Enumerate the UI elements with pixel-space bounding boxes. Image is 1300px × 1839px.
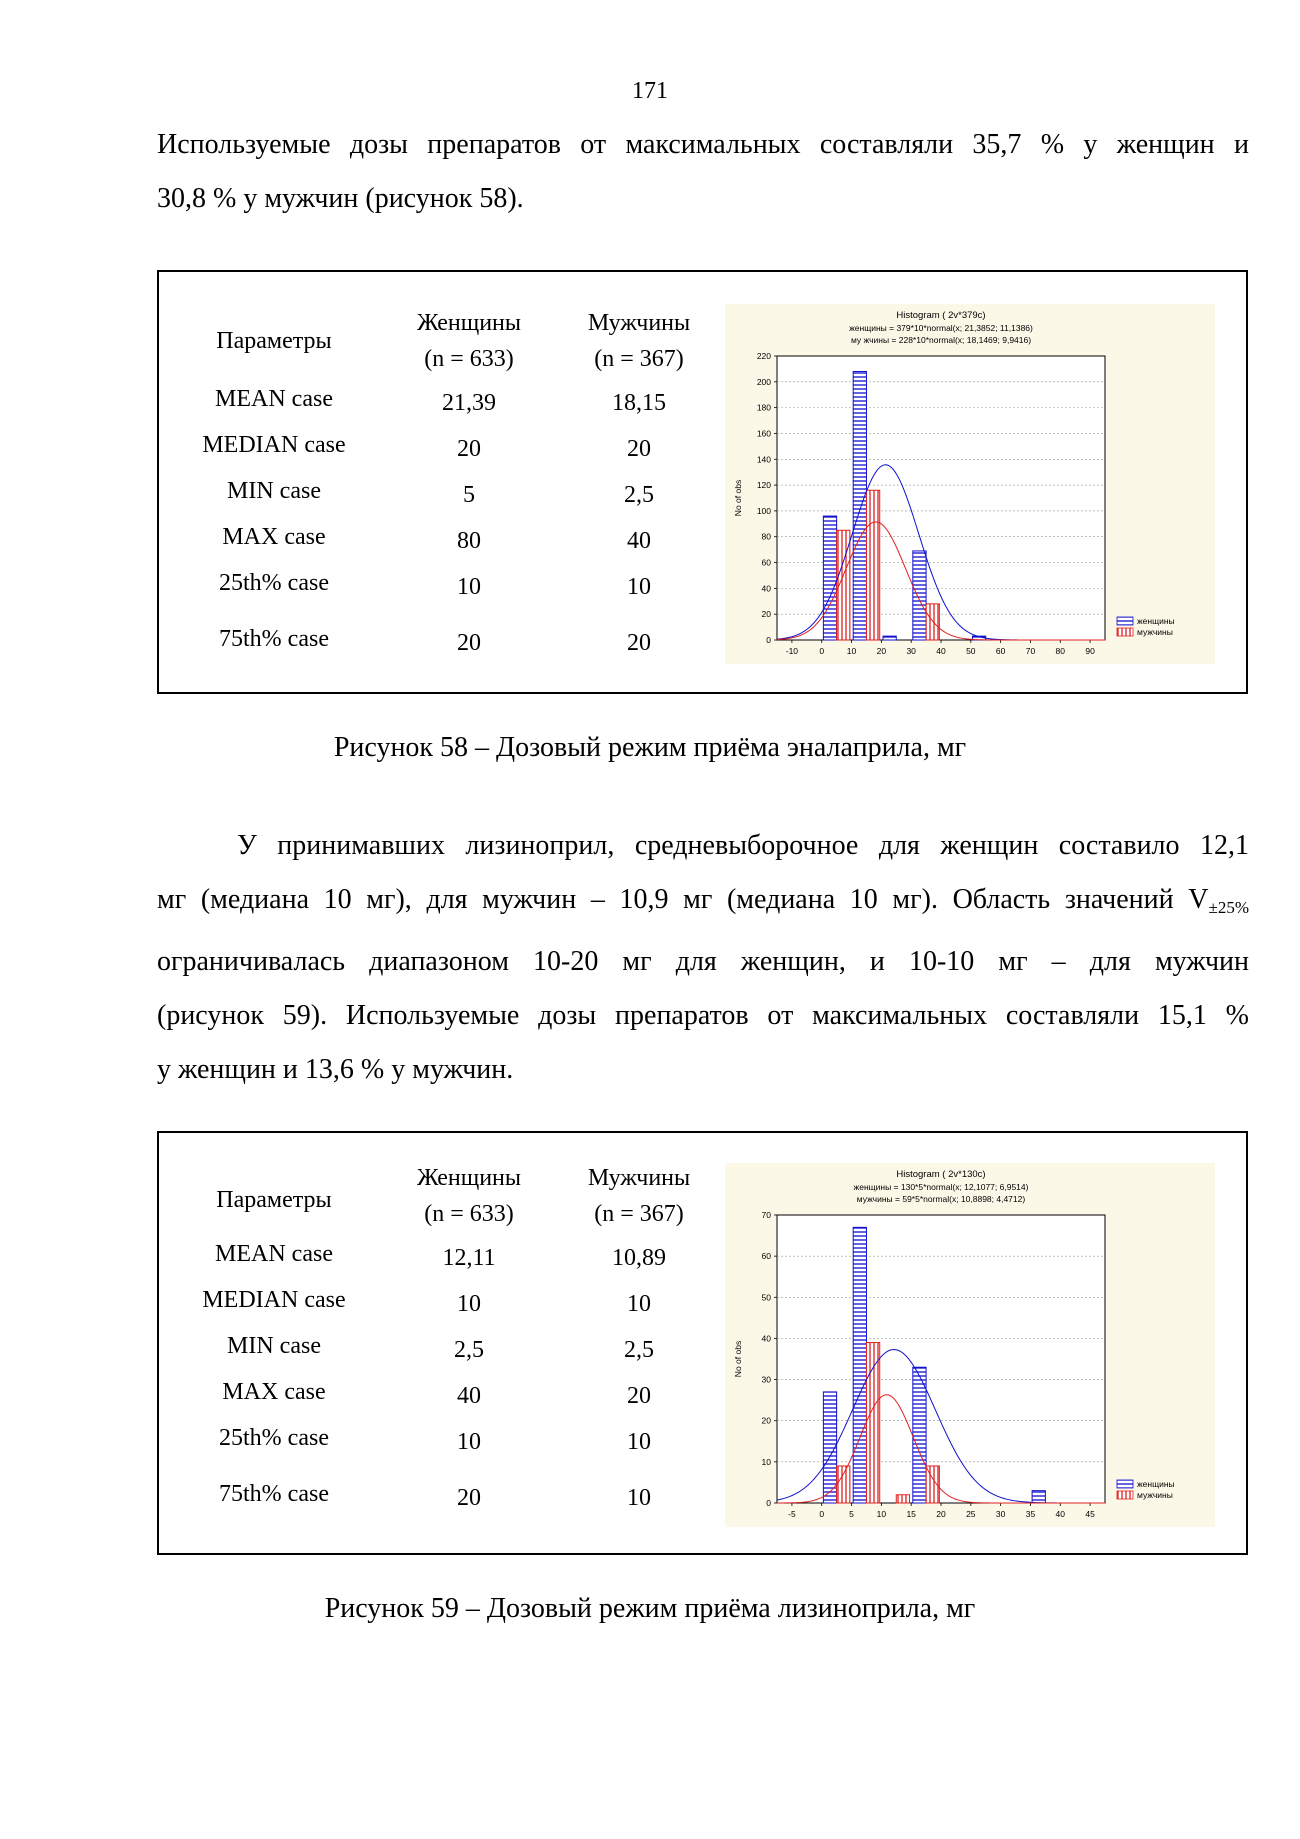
y-tick-label: 10	[761, 1456, 771, 1467]
paragraph-2-line-4: (рисунок 59). Используемые дозы препаратов от максимальных составляли 15,1 %	[157, 1000, 1249, 1031]
row-label: MEDIAN case	[202, 432, 346, 458]
row-value-women: 10	[457, 1429, 481, 1455]
v-subscript: ±25%	[1208, 898, 1249, 917]
x-tick-label: 40	[936, 646, 946, 656]
x-tick-label: 20	[876, 646, 887, 656]
y-tick-label: 200	[756, 376, 771, 387]
legend-swatch	[1117, 1480, 1133, 1488]
x-tick-label: 80	[1055, 646, 1066, 656]
paragraph-1-line-2: 30,8 % у мужчин (рисунок 58).	[157, 183, 524, 214]
row-label: MAX case	[222, 1379, 326, 1405]
x-tick-label: 30	[906, 646, 916, 656]
x-tick-label: 20	[936, 1509, 946, 1519]
figure-59-box	[157, 1131, 1248, 1555]
y-tick-label: 70	[761, 1210, 771, 1220]
legend-label: женщины	[1137, 1479, 1175, 1489]
figure-58-table	[159, 272, 719, 692]
y-tick-label: 160	[756, 428, 771, 439]
row-value-women: 10	[457, 1291, 481, 1317]
chart-subtitle: женщины = 130*5*normal(x; 12,1077; 6,9514)	[853, 1182, 1029, 1192]
header-women: Женщины	[416, 1165, 522, 1191]
bar	[866, 490, 879, 640]
header-men: Мужчины	[587, 1165, 691, 1191]
row-value-men: 10	[627, 1485, 651, 1511]
x-tick-label: 10	[876, 1509, 887, 1519]
row-value-women: 2,5	[454, 1337, 484, 1363]
header-men-n: (n = 367)	[594, 1201, 684, 1227]
bar	[837, 1466, 850, 1503]
row-value-men: 10,89	[612, 1245, 666, 1271]
paragraph-2-line-2-text: мг (медиана 10 мг), для мужчин – 10,9 мг (медиана 10 мг). Область значений V	[157, 884, 1209, 915]
header-women: Женщины	[416, 310, 522, 336]
bar	[883, 636, 896, 640]
paragraph-2	[157, 819, 1249, 1097]
chart-title: Histogram ( 2v*130c)	[896, 1169, 986, 1180]
header-men-n: (n = 367)	[594, 346, 684, 372]
y-tick-label: 60	[761, 1251, 771, 1262]
legend-swatch	[1117, 628, 1133, 636]
header-women-n: (n = 633)	[424, 1201, 514, 1227]
histogram-svg	[725, 304, 1215, 664]
bar	[1032, 1491, 1045, 1503]
x-tick-label: 15	[906, 1509, 916, 1519]
y-tick-label: 0	[766, 1498, 771, 1508]
row-value-men: 20	[627, 436, 651, 462]
x-tick-label: 5	[849, 1509, 854, 1519]
paragraph-2-line-5: у женщин и 13,6 % у мужчин.	[157, 1054, 514, 1085]
bar	[853, 371, 866, 640]
row-label: 75th% case	[219, 1481, 329, 1507]
row-value-women: 20	[457, 1485, 481, 1511]
x-tick-label: 90	[1085, 646, 1095, 656]
row-value-men: 20	[627, 630, 651, 656]
y-tick-label: 120	[756, 480, 771, 491]
y-tick-label: 40	[761, 1333, 771, 1344]
x-tick-label: -10	[785, 646, 799, 656]
y-tick-label: 50	[761, 1292, 771, 1303]
x-tick-label: 40	[1055, 1509, 1066, 1519]
row-value-men: 2,5	[624, 482, 654, 508]
y-tick-label: 30	[761, 1374, 771, 1385]
row-value-women: 40	[457, 1383, 481, 1409]
paragraph-2-line-2	[157, 873, 1249, 935]
bar	[823, 516, 836, 640]
chart-title: Histogram ( 2v*379c)	[896, 310, 986, 321]
y-tick-label: 20	[761, 1415, 771, 1426]
paragraph-1	[157, 118, 1249, 226]
chart-subtitle: женщины = 379*10*normal(x; 21,3852; 11,1386)	[849, 323, 1033, 333]
paragraph-1-line-1: Используемые дозы препаратов от максимальных составляли 35,7 % у женщин и	[157, 129, 1249, 160]
page-number: 171	[632, 78, 668, 104]
x-tick-label: 45	[1085, 1509, 1095, 1519]
row-value-men: 18,15	[612, 390, 666, 416]
x-tick-label: 60	[995, 646, 1006, 656]
x-tick-label: 35	[1025, 1509, 1036, 1519]
row-value-women: 20	[457, 436, 481, 462]
bar	[913, 551, 926, 640]
x-tick-label: 70	[1025, 646, 1036, 656]
x-tick-label: 10	[846, 646, 857, 656]
y-tick-label: 40	[761, 583, 771, 594]
chart-subtitle: мужчины = 59*5*normal(x; 10,8898; 4,4712)	[856, 1194, 1026, 1204]
histogram-enalapril	[725, 304, 1215, 664]
row-label: 25th% case	[219, 1425, 329, 1451]
bar	[913, 1367, 926, 1503]
header-parameters: Параметры	[216, 1187, 332, 1213]
row-label: MEAN case	[215, 386, 333, 412]
bar	[866, 1343, 879, 1503]
row-value-women: 12,11	[442, 1245, 496, 1271]
row-value-women: 5	[463, 482, 475, 508]
y-tick-label: 180	[756, 402, 771, 413]
row-value-men: 20	[627, 1383, 651, 1409]
row-label: 75th% case	[219, 626, 329, 652]
legend-swatch	[1117, 617, 1133, 625]
y-axis-label: No of obs	[733, 479, 743, 517]
row-value-women: 21,39	[442, 390, 496, 416]
legend-label: женщины	[1137, 616, 1175, 626]
row-value-men: 10	[627, 1291, 651, 1317]
figure-59-table	[159, 1133, 719, 1553]
row-value-men: 2,5	[624, 1337, 654, 1363]
row-value-women: 10	[457, 574, 481, 600]
chart-subtitle: му жчины = 228*10*normal(x; 18,1469; 9,9416)	[850, 335, 1032, 345]
row-label: MEAN case	[215, 1241, 333, 1267]
bar	[853, 1227, 866, 1503]
figure-58-box	[157, 270, 1248, 694]
row-value-men: 40	[627, 528, 651, 554]
x-tick-label: 25	[966, 1509, 976, 1519]
row-value-men: 10	[627, 574, 651, 600]
y-axis-label: No of obs	[733, 1340, 743, 1378]
x-tick-label: 0	[819, 1509, 825, 1519]
row-label: MEDIAN case	[202, 1287, 346, 1313]
row-label: 25th% case	[219, 570, 329, 596]
legend-label: мужчины	[1137, 1490, 1173, 1500]
y-tick-label: 60	[761, 557, 771, 568]
y-tick-label: 20	[761, 609, 771, 620]
row-value-men: 10	[627, 1429, 651, 1455]
y-tick-label: 80	[761, 531, 771, 542]
x-tick-label: 50	[966, 646, 976, 656]
paragraph-2-line-3: ограничивалась диапазоном 10-20 мг для женщин, и 10-10 мг – для мужчин	[157, 946, 1249, 977]
y-tick-label: 100	[756, 505, 771, 516]
x-tick-label: 0	[819, 646, 825, 656]
legend-label: мужчины	[1137, 627, 1173, 637]
row-label: MAX case	[222, 524, 326, 550]
header-men: Мужчины	[587, 310, 691, 336]
y-tick-label: 220	[756, 351, 771, 361]
header-parameters: Параметры	[216, 328, 332, 354]
y-tick-label: 140	[756, 454, 771, 465]
row-value-women: 80	[457, 528, 481, 554]
row-label: MIN case	[227, 478, 321, 504]
bar	[896, 1495, 909, 1503]
histogram-svg	[725, 1163, 1215, 1527]
figure-58-caption: Рисунок 58 – Дозовый режим приёма эналаприла, мг	[333, 732, 967, 763]
y-tick-label: 0	[766, 635, 771, 645]
paragraph-2-line-1: У принимавших лизиноприл, средневыборочное для женщин составило 12,1	[237, 830, 1249, 861]
row-value-women: 20	[457, 630, 481, 656]
row-label: MIN case	[227, 1333, 321, 1359]
legend-swatch	[1117, 1491, 1133, 1499]
x-tick-label: -5	[788, 1509, 796, 1519]
x-tick-label: 30	[995, 1509, 1006, 1519]
histogram-lisinopril	[725, 1163, 1215, 1527]
header-women-n: (n = 633)	[424, 346, 514, 372]
figure-59-caption: Рисунок 59 – Дозовый режим приёма лизиноприла, мг	[324, 1593, 976, 1624]
